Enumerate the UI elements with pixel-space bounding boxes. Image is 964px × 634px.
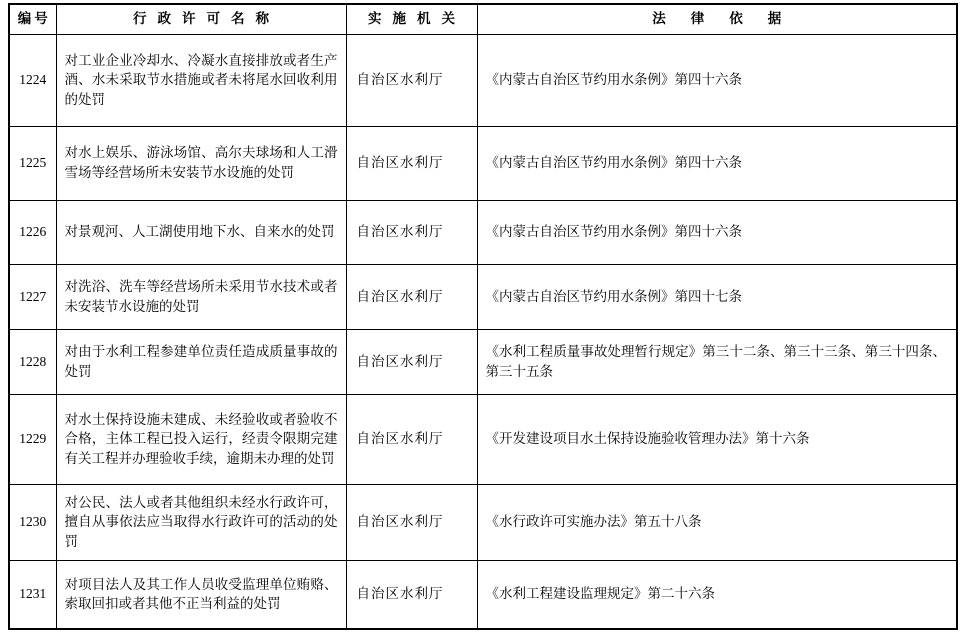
cell-name: 对工业企业冷却水、冷凝水直接排放或者生产酒、水未采取节水措施或者未将尾水回收利用的处罚 [56,34,346,126]
cell-legal: 《开发建设项目水土保持设施验收管理办法》第十六条 [477,394,957,484]
cell-name: 对公民、法人或者其他组织未经水行政许可，擅自从事依法应当取得水行政许可的活动的处罚 [56,484,346,560]
cell-agency: 自治区水利厅 [346,200,477,264]
cell-agency: 自治区水利厅 [346,394,477,484]
table-row [9,394,957,484]
cell-legal: 《内蒙古自治区节约用水条例》第四十六条 [477,200,957,264]
cell-name: 对水上娱乐、游泳场馆、高尔夫球场和人工滑雪场等经营场所未安装节水设施的处罚 [56,126,346,200]
cell-id: 1226 [9,200,56,264]
administrative-permit-table [8,3,958,630]
cell-id: 1229 [9,394,56,484]
table-row [9,34,957,126]
cell-agency: 自治区水利厅 [346,264,477,329]
cell-name: 对水土保持设施未建成、未经验收或者验收不合格，主体工程已投入运行，经责令限期完建有关工程并办理验收手续，逾期未办理的处罚 [56,394,346,484]
cell-id: 1228 [9,329,56,394]
cell-name: 对由于水利工程参建单位责任造成质量事故的处罚 [56,329,346,394]
cell-id: 1231 [9,560,56,629]
cell-legal: 《水行政许可实施办法》第五十八条 [477,484,957,560]
table-row [9,329,957,394]
cell-id: 1225 [9,126,56,200]
table-row [9,560,957,629]
table-row [9,126,957,200]
cell-agency: 自治区水利厅 [346,34,477,126]
cell-id: 1224 [9,34,56,126]
table-row [9,200,957,264]
column-header-agency: 实施机关 [346,4,477,34]
column-header-id: 编号 [9,4,56,34]
column-header-legal: 法律依据 [477,4,957,34]
cell-id: 1227 [9,264,56,329]
cell-legal: 《内蒙古自治区节约用水条例》第四十六条 [477,34,957,126]
cell-agency: 自治区水利厅 [346,329,477,394]
cell-agency: 自治区水利厅 [346,126,477,200]
cell-legal: 《内蒙古自治区节约用水条例》第四十六条 [477,126,957,200]
cell-legal: 《水利工程质量事故处理暂行规定》第三十二条、第三十三条、第三十四条、第三十五条 [477,329,957,394]
cell-legal: 《内蒙古自治区节约用水条例》第四十七条 [477,264,957,329]
cell-legal: 《水利工程建设监理规定》第二十六条 [477,560,957,629]
cell-name: 对景观河、人工湖使用地下水、自来水的处罚 [56,200,346,264]
cell-agency: 自治区水利厅 [346,560,477,629]
cell-agency: 自治区水利厅 [346,484,477,560]
cell-id: 1230 [9,484,56,560]
table-row [9,484,957,560]
cell-name: 对洗浴、洗车等经营场所未采用节水技术或者未安装节水设施的处罚 [56,264,346,329]
cell-name: 对项目法人及其工作人员收受监理单位贿赂、索取回扣或者其他不正当利益的处罚 [56,560,346,629]
column-header-name: 行政许可名称 [56,4,346,34]
table-row [9,264,957,329]
table-header-row [9,4,957,34]
